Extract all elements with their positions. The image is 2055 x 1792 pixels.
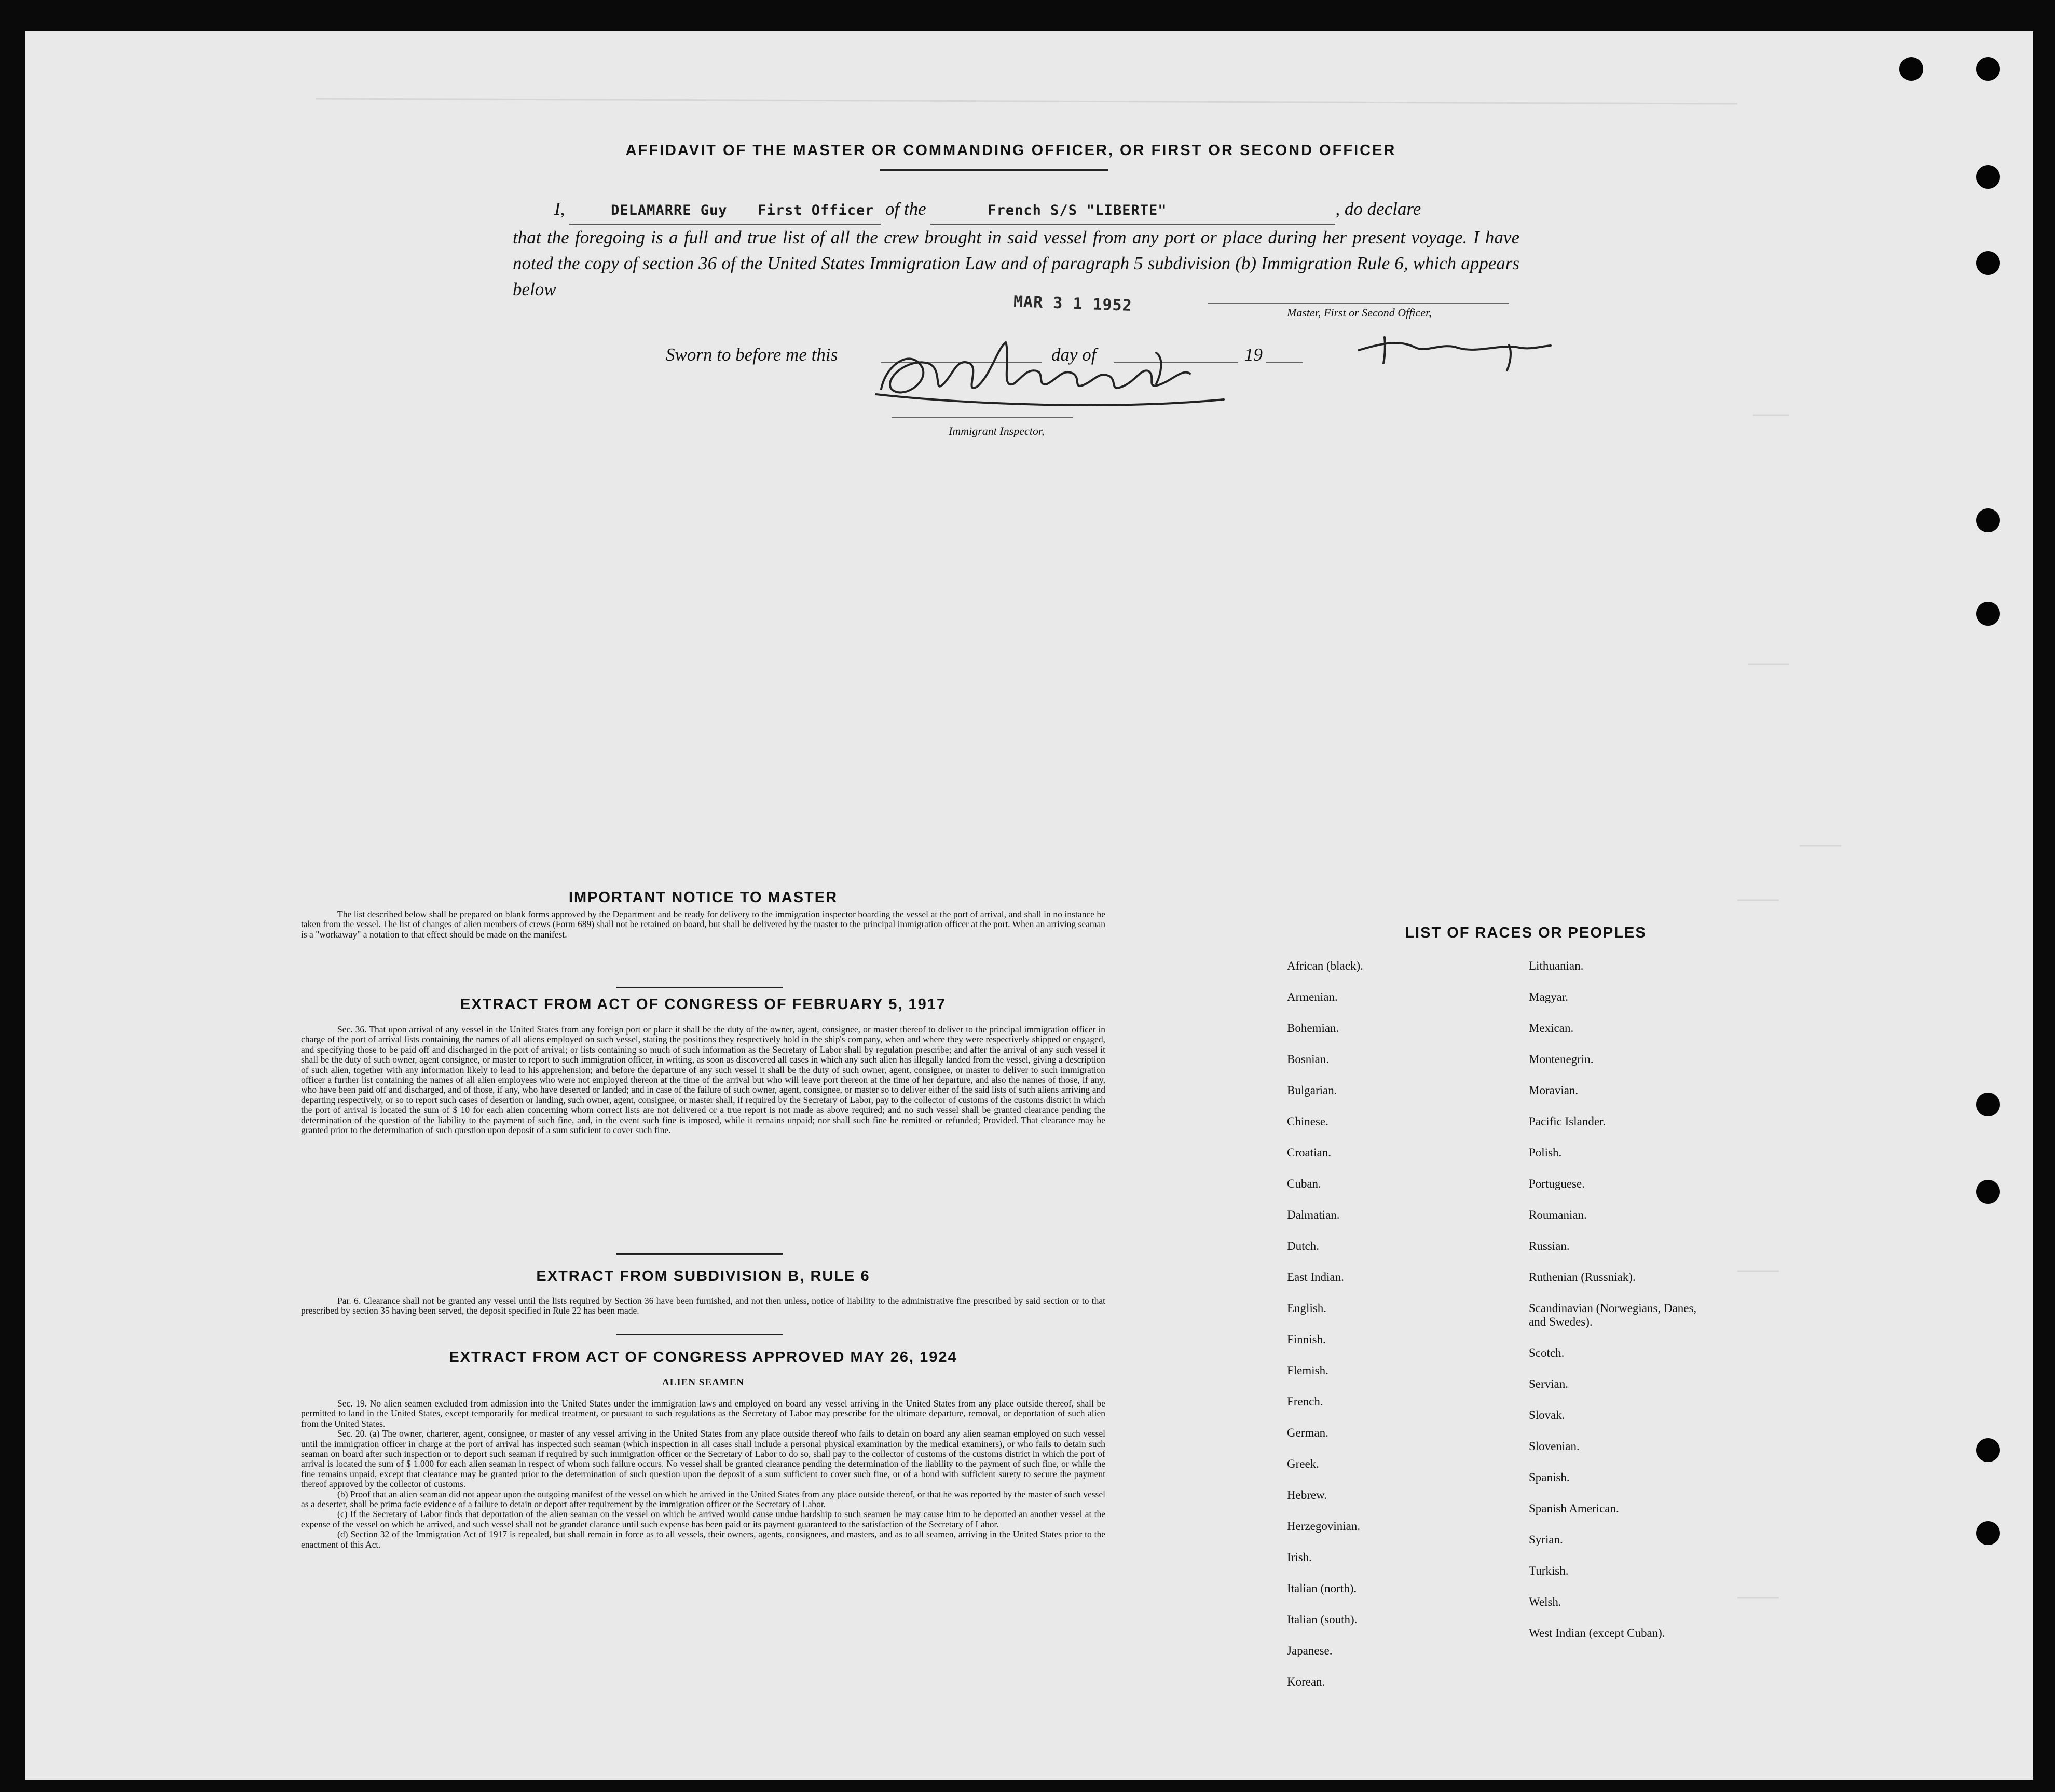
race-item: Ruthenian (Russniak). (1529, 1271, 1636, 1284)
race-item: Bosnian. (1287, 1053, 1330, 1066)
race-item: Roumanian. (1529, 1208, 1587, 1221)
race-item: Polish. (1529, 1146, 1562, 1159)
race-item: Spanish American. (1529, 1502, 1619, 1515)
binder-hole (1976, 508, 2000, 532)
vessel-name: French S/S "LIBERTE" (988, 202, 1167, 218)
race-item: Portuguese. (1529, 1177, 1585, 1190)
race-item: Croatian. (1287, 1146, 1331, 1159)
date-stamp: MAR 3 1 1952 (1013, 293, 1133, 315)
races-right-column (1529, 950, 1757, 1649)
extract-1924-paragraph: (d) Section 32 of the Immigration Act of 1917 is repealed, but shall remain in force as to all vessels, their owners, agents, consignees, and masters, and as to all seamen, arriving in the United States prior to the enactment of this Act. (301, 1529, 1105, 1550)
extract-rule6-body (301, 1296, 1105, 1316)
binder-hole (1976, 602, 2000, 626)
officer-rank: First Officer (758, 202, 874, 218)
race-item: Dutch. (1287, 1239, 1319, 1252)
race-item: French. (1287, 1395, 1323, 1408)
inspector-label: Immigrant Inspector, (949, 424, 1045, 437)
race-item: East Indian. (1287, 1271, 1344, 1284)
binder-hole (1899, 57, 1923, 81)
extract-1917-body (301, 1025, 1105, 1135)
race-item: Mexican. (1529, 1022, 1574, 1035)
sworn-text: Sworn to before me this (666, 344, 838, 365)
officer-label: Master, First or Second Officer, (1287, 306, 1432, 319)
year-prefix: 19 (1244, 344, 1263, 365)
race-item: Scotch. (1529, 1346, 1565, 1359)
extract-1924-title: EXTRACT FROM ACT OF CONGRESS APPROVED MAY 26, 1924 (449, 1349, 957, 1366)
binder-hole (1976, 165, 2000, 189)
extract-1924-paragraph: (c) If the Secretary of Labor finds that deportation of the alien seaman on the vessel on which he arrived would cause undue hardship to such seamen he may cause him to be deported an another vessel at the expense of the vessel on which he arrived, and such vessel shall not be grandet clarance until such expense has been paid or its payment guaranteed to the satisfaction of the Secretary of Labor. (301, 1509, 1105, 1529)
extract-rule6-text: Par. 6. Clearance shall not be granted any vessel until the lists required by Section 36 have been furnished, and not then unless, notice of liability to the administrative fine prescribed by said section or to that prescribed by section 35 having been served, the deposit specified in Rule 22 has been made. (301, 1295, 1105, 1316)
race-item: English. (1287, 1302, 1327, 1315)
notice-title: IMPORTANT NOTICE TO MASTER (568, 889, 838, 906)
notice-body (301, 909, 1105, 940)
extract-1917-title: EXTRACT FROM ACT OF CONGRESS OF FEBRUARY 5, 1917 (460, 996, 947, 1013)
race-item: Armenian. (1287, 990, 1338, 1003)
extract-1924-subtitle: ALIEN SEAMEN (662, 1377, 745, 1388)
race-item: Hebrew. (1287, 1488, 1327, 1501)
race-item: Japanese. (1287, 1644, 1333, 1657)
race-item: Irish. (1287, 1551, 1312, 1564)
race-item: Welsh. (1529, 1595, 1561, 1608)
binder-hole (1976, 1438, 2000, 1462)
race-item: Scandinavian (Norwegians, Danes, and Swedes). (1529, 1302, 1697, 1328)
officer-name: DELAMARRE Guy (611, 202, 728, 218)
affidavit-title: AFFIDAVIT OF THE MASTER OR COMMANDING OFFICER, OR FIRST OR SECOND OFFICER (625, 142, 1396, 159)
binder-hole (1976, 1521, 2000, 1545)
officer-signature-line (1208, 303, 1509, 304)
extract-1917-divider (616, 1253, 783, 1255)
race-item: Pacific Islander. (1529, 1115, 1606, 1128)
race-item: Magyar. (1529, 990, 1569, 1003)
race-item: Korean. (1287, 1675, 1325, 1688)
races-title: LIST OF RACES OR PEOPLES (1405, 925, 1647, 941)
race-item: Russian. (1529, 1239, 1570, 1252)
race-item: Turkish. (1529, 1564, 1569, 1577)
race-item: Spanish. (1529, 1471, 1570, 1484)
document-page (25, 31, 2033, 1780)
extract-rule6-divider (616, 1334, 783, 1335)
declare-text: , do declare (1335, 199, 1421, 219)
binder-hole (1976, 1180, 2000, 1204)
pronoun-i: I, (554, 199, 565, 219)
race-item: Greek. (1287, 1457, 1319, 1470)
race-item: Italian (north). (1287, 1582, 1357, 1595)
race-item: West Indian (except Cuban). (1529, 1626, 1665, 1639)
title-underline (880, 169, 1108, 171)
race-item: Lithuanian. (1529, 959, 1584, 972)
extract-rule6-title: EXTRACT FROM SUBDIVISION B, RULE 6 (536, 1268, 870, 1285)
vessel-field (930, 196, 1335, 225)
binder-hole (1976, 251, 2000, 275)
binder-hole (1976, 1093, 2000, 1116)
race-item: Slovenian. (1529, 1440, 1580, 1453)
race-item: Italian (south). (1287, 1613, 1358, 1626)
race-item: Syrian. (1529, 1533, 1563, 1546)
year-line (1266, 362, 1303, 363)
race-item: Finnish. (1287, 1333, 1326, 1346)
extract-1924-paragraph: Sec. 20. (a) The owner, charterer, agent, consignee, or master of any vessel arriving in the United States from any place outside thereof who fails to detain on board any alien seaman employed on such vessel until the immigration officer in charge at the port of arrival has inspected such seaman (which inspection in all cases shall include a personal physical examination by the medical examiners), or who fails to detain such seaman on board after such inspection or to deport such seaman if required by such immigration officer or the Secretary of Labor to do so, shall pay to the collector of customs of the customs district in which the port of arrival is located the sum of $ 1.000 for each alien seaman in respect of whom such failure occurs. No vessel shall be granted clearance pending the determination of the liability to the payment of such fine, or while the fine remains unpaid, except that clearance may be granted prior to the determination of such question upon the deposit of a sum sufficient to cover such fine, or of a bond with sufficient surety to secure the payment thereof approved by the collector of customs. (301, 1428, 1105, 1490)
affidavit-statement (513, 196, 1519, 302)
notice-divider (616, 987, 783, 988)
race-item: Chinese. (1287, 1115, 1328, 1128)
officer-initials-mark (1353, 332, 1561, 374)
races-left-column (1287, 950, 1505, 1698)
notice-text: The list described below shall be prepared on blank forms approved by the Department and be ready for delivery to the immigration inspector boarding the vessel at the port of arrival, and shall in no instance be taken from the vessel. The list of changes of alien members of crews (Form 689) shall not be retained on board, but shall be delivered by the master to the principal immigration officer at the port. When an arriving seaman is a "workaway" a notation to that effect should be made on the manifest. (301, 909, 1105, 940)
of-the-text: of the (885, 199, 926, 219)
race-item: Bohemian. (1287, 1022, 1339, 1035)
race-item: Montenegrin. (1529, 1053, 1594, 1066)
race-item: Cuban. (1287, 1177, 1321, 1190)
race-item: Slovak. (1529, 1409, 1565, 1422)
extract-1917-text: Sec. 36. That upon arrival of any vessel in the United States from any foreign port or place it shall be the duty of the owner, agent, consignee, or master thereof to deliver to the principal immigration officer in charge of the port of arrival lists containing the names of all aliens employed on such vessel, stating the positions they respectively hold in the ship's company, when and where they were respectively shipped or engaged, and specifying those to be paid off and discharged in the port of arrival; or lists containing so much of such information as the Secretary of Labor shall by regulation prescribe; and after the arrival of any such vessel it shall be the duty of such owner, agent consignee, or master to report to such immigration officer, in writing, as soon as discovered all cases in which any such alien has illegally landed from the vessel, giving a description of such alien, together with any information likely to lead to his apprehension; and before the departure of any such vessel it shall be the duty of such owner, agent, consignee, or master to deliver to such immigration officer a further list containing the names of all alien employees who were not employed thereon at the time of the arrival but who will leave port thereon at the time of her departure, and also the names of those, if any, who have been paid off and discharged, and of those, if any, who have deserted or landed; and in case of the failure of such owner, agent, consignee, or master so to deliver either of the said lists of such aliens arriving and departing respectively, or so to report such cases of desertion or landing, such owner, agent, consignee, or master shall, if required by the Secretary of Labor, pay to the collector of customs of the customs district in which the port of arrival is located the sum of $ 10 for each alien concerning whom correct lists are not delivered or a true report is not made as above required; and no such vessel shall be granted clearance pending the determination of the question of the liability to the payment of such fine, and, in the event such fine is imposed, while it remains unpaid; nor shall such fine be remitted or refunded; Provided. That clearance may be granted prior to the determination of such question upon deposit of a sum suficient to cover such fine. (301, 1024, 1105, 1136)
extract-1924-body (301, 1399, 1105, 1550)
day-of-text: day of (1051, 344, 1097, 365)
officer-name-field (569, 196, 881, 225)
race-item: Flemish. (1287, 1364, 1328, 1377)
race-item: Bulgarian. (1287, 1084, 1337, 1097)
race-item: Dalmatian. (1287, 1208, 1340, 1221)
race-item: German. (1287, 1426, 1328, 1439)
affidavit-body: that the foregoing is a full and true list of all the crew brought in said vessel from any port or place during her present voyage. I have noted the copy of section 36 of the United States Immigration Law and of paragraph 5 subdivision (b) Immigration Rule 6, which appears below (513, 227, 1519, 299)
inspector-signature (866, 327, 1239, 425)
inspector-signature-line (892, 417, 1073, 418)
race-item: Moravian. (1529, 1084, 1579, 1097)
race-item: Herzegovinian. (1287, 1520, 1361, 1533)
race-item: Servian. (1529, 1377, 1569, 1390)
race-item: African (black). (1287, 959, 1363, 972)
extract-1924-paragraph: Sec. 19. No alien seamen excluded from admission into the United States under the immigration laws and employed on board any vessel arriving in the United States from any place outside thereof, shall be permitted to land in the United States, except temporarily for medical treatment, or pursuant to such regulations as the Secretary of Labor may prescribe for the ultimate departure, removal, or deportation of such alien from the United States. (301, 1398, 1105, 1429)
binder-hole (1976, 57, 2000, 81)
extract-1924-paragraph: (b) Proof that an alien seaman did not appear upon the outgoing manifest of the vessel on which he arrived in the United States from any place outside thereof, or that he was reported by the master of such vessel as a deserter, shall be prima facie evidence of a failure to detain or deport after requirement by the immigration officer or the Secretary of Labor. (301, 1488, 1105, 1510)
